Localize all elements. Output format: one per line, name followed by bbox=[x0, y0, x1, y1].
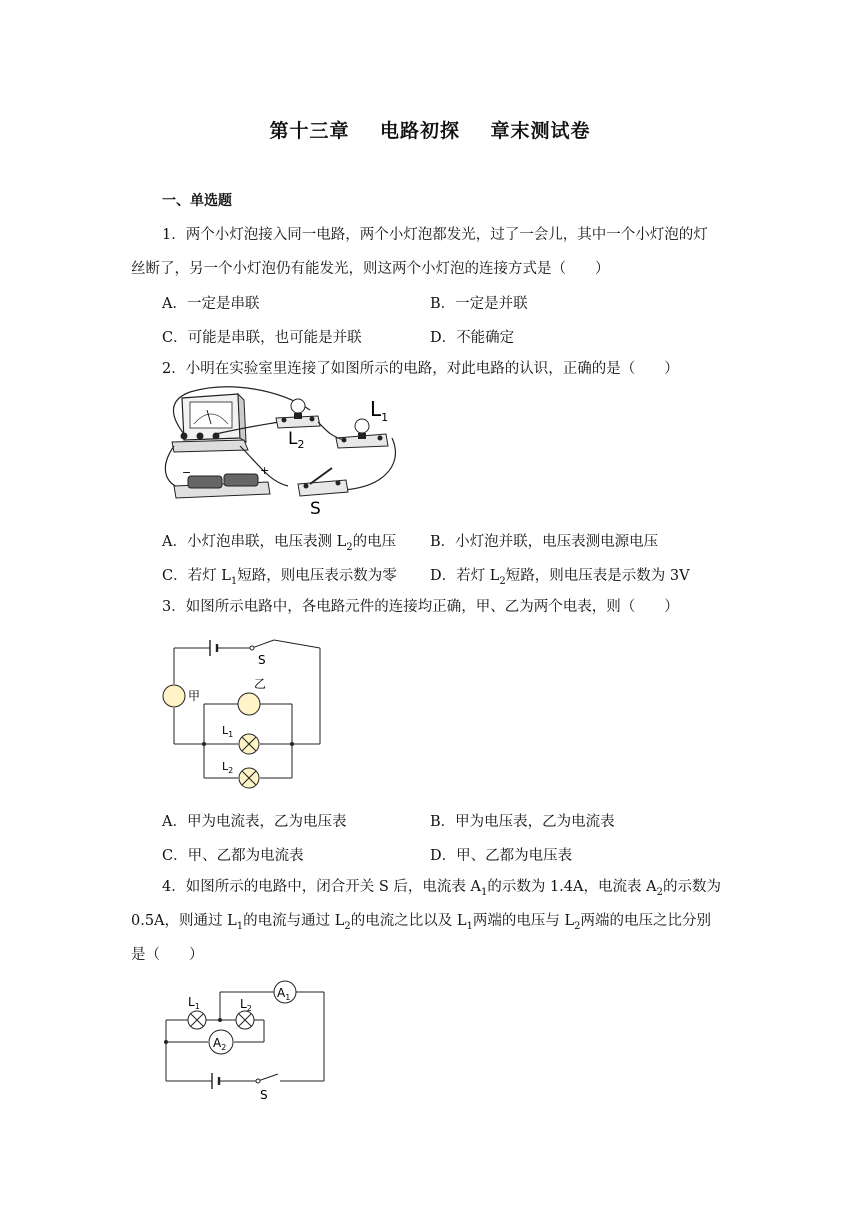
q3-figure-l1-label: $L_1$ bbox=[222, 724, 234, 739]
q3-option-c: C．甲、乙都为电流表 bbox=[162, 848, 304, 864]
section-heading: 一、单选题 bbox=[162, 193, 232, 209]
q1-option-c: C．可能是串联，也可能是并联 bbox=[162, 330, 362, 346]
q2-figure-l2-label: $L_2$ bbox=[288, 429, 305, 451]
q3-stem: 3．如图所示电路中，各电路元件的连接均正确，甲、乙为两个电表，则（ ） bbox=[162, 599, 679, 615]
q3-circuit-diagram bbox=[160, 632, 330, 782]
q2-option-b: B．小灯泡并联，电压表测电源电压 bbox=[430, 534, 659, 550]
q3-option-b: B．甲为电压表，乙为电流表 bbox=[430, 814, 615, 830]
q1-stem-line2: 丝断了，另一个小灯泡仍有能发光，则这两个小灯泡的连接方式是（ ） bbox=[131, 261, 610, 277]
q3-figure-s-label: S bbox=[258, 653, 266, 667]
q1-option-a: A．一定是串联 bbox=[162, 296, 260, 312]
q2-battery-minus-label: − bbox=[182, 466, 192, 479]
q4-figure-a2-label: $A_2$ bbox=[213, 1036, 227, 1052]
q2-option-d: D．若灯 $L_2$短路，则电压表是示数为 3V bbox=[430, 568, 690, 587]
q4-figure-l2-label: $L_2$ bbox=[240, 997, 252, 1013]
page-title: 第十三章 电路初探 章末测试卷 bbox=[269, 120, 591, 142]
q3-option-a: A．甲为电流表，乙为电压表 bbox=[162, 814, 347, 830]
q4-stem-line2: 0.5A，则通过 $L_1$的电流与通过 $L_2$的电流之比以及 $L_1$两端的电压与 $L_2$两端的电压之比分别 bbox=[131, 913, 712, 932]
q4-stem-line3: 是（ ） bbox=[131, 947, 204, 963]
q3-option-d: D．甲、乙都为电压表 bbox=[430, 848, 573, 864]
q2-battery-plus-label: + bbox=[260, 464, 270, 477]
q2-figure-l1-label: $L_1$ bbox=[370, 397, 389, 424]
q4-figure-s-label: S bbox=[260, 1088, 268, 1102]
q3-figure-jia-label: 甲 bbox=[188, 689, 201, 703]
q2-option-a: A．小灯泡串联，电压表测 $L_2$的电压 bbox=[162, 534, 397, 553]
q1-stem-line1: 1．两个小灯泡接入同一电路，两个小灯泡都发光，过了一会儿，其中一个小灯泡的灯 bbox=[162, 227, 708, 243]
q1-option-b: B．一定是并联 bbox=[430, 296, 528, 312]
q2-option-c: C．若灯 $L_1$短路，则电压表示数为零 bbox=[162, 568, 397, 587]
q4-circuit-diagram bbox=[160, 978, 330, 1103]
q2-figure-s-label: S bbox=[310, 499, 321, 519]
q4-figure-a1-label: $A_1$ bbox=[277, 986, 291, 1002]
q1-option-d: D．不能确定 bbox=[430, 330, 515, 346]
q3-figure-yi-label: 乙 bbox=[254, 677, 267, 691]
q4-stem-line1: 4．如图所示的电路中，闭合开关 S 后，电流表 $A_1$的示数为 1.4A，电流表 $A_2$的示数为 bbox=[162, 879, 721, 898]
q4-figure-l1-label: $L_1$ bbox=[188, 995, 200, 1011]
q3-figure-l2-label: $L_2$ bbox=[222, 760, 234, 775]
q2-stem: 2．小明在实验室里连接了如图所示的电路，对此电路的认识，正确的是（ ） bbox=[162, 361, 679, 377]
q2-circuit-photo-figure bbox=[160, 386, 400, 519]
